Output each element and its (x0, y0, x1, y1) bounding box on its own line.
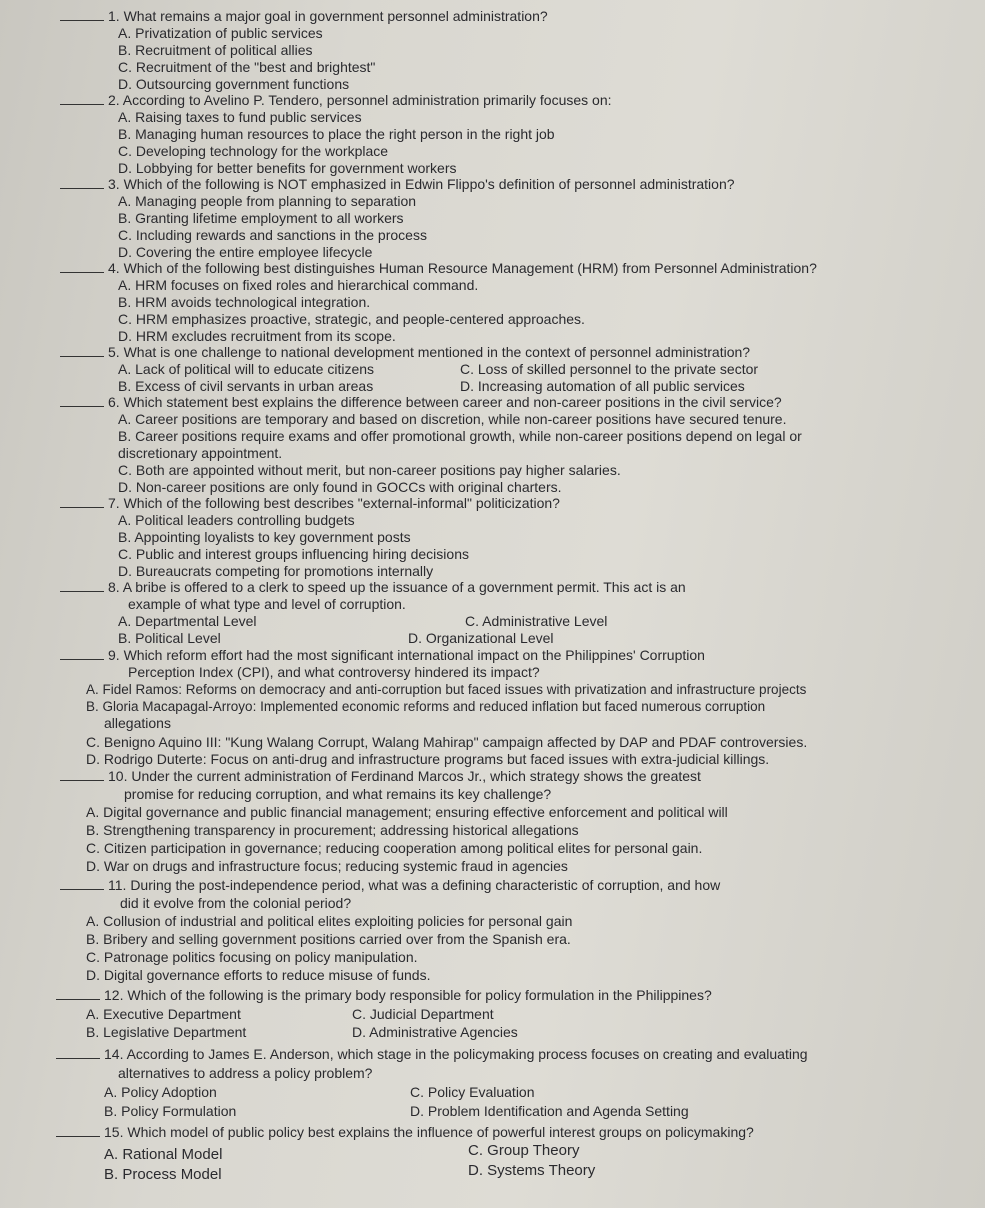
question-stem: 6. Which statement best explains the difference between career and non-career positions in the civil service? (108, 394, 782, 410)
answer-blank[interactable] (56, 1126, 100, 1137)
option: D. War on drugs and infrastructure focus; reducing systemic fraud in agencies (86, 858, 568, 874)
option: D. Organizational Level (408, 630, 554, 646)
option: C. Including rewards and sanctions in the process (118, 227, 427, 243)
question-9 (60, 647, 705, 664)
question-stem: 3. Which of the following is NOT emphasized in Edwin Flippo's definition of personnel administration? (108, 176, 735, 192)
answer-blank[interactable] (60, 396, 104, 407)
option: B. Strengthening transparency in procurement; addressing historical allegations (86, 822, 579, 838)
option: A. Managing people from planning to separation (118, 193, 417, 209)
option: A. Rational Model (104, 1146, 223, 1163)
option: A. Policy Adoption (104, 1084, 217, 1100)
option: C. Public and interest groups influencing hiring decisions (118, 546, 469, 562)
question-3 (60, 176, 735, 193)
answer-blank[interactable] (60, 346, 104, 357)
answer-blank[interactable] (60, 262, 104, 273)
answer-blank[interactable] (60, 10, 104, 21)
option: A. Political leaders controlling budgets (118, 512, 355, 528)
question-2 (60, 92, 612, 109)
question-stem: 4. Which of the following best distinguishes Human Resource Management (HRM) from Personnel Administration? (108, 260, 817, 276)
question-7 (60, 495, 560, 512)
question-stem-continuation: example of what type and level of corruption. (128, 596, 406, 612)
option: B. Policy Formulation (104, 1103, 237, 1119)
option: B. Excess of civil servants in urban areas (118, 378, 374, 394)
option: B. Granting lifetime employment to all workers (118, 210, 404, 226)
answer-blank[interactable] (60, 649, 104, 660)
question-stem: 8. A bribe is offered to a clerk to speed up the issuance of a government permit. This act is an (108, 579, 686, 595)
question-15 (56, 1124, 754, 1141)
option: C. Recruitment of the "best and brightest" (118, 59, 376, 75)
question-4 (60, 260, 817, 277)
option: A. Fidel Ramos: Reforms on democracy and anti-corruption but faced issues with privatization and infrastructure projects (86, 682, 807, 697)
question-12 (56, 987, 712, 1004)
option: D. Increasing automation of all public services (460, 378, 745, 394)
question-stem: 15. Which model of public policy best explains the influence of powerful interest groups on policymaking? (104, 1124, 754, 1140)
option: A. Career positions are temporary and based on discretion, while non-career positions have secured tenure. (118, 411, 787, 427)
question-8 (60, 579, 686, 596)
option: B. Process Model (104, 1166, 222, 1183)
option: D. Lobbying for better benefits for government workers (118, 160, 457, 176)
option: D. Non-career positions are only found in GOCCs with original charters. (118, 479, 562, 495)
option: C. Benigno Aquino III: "Kung Walang Corrupt, Walang Mahirap" campaign affected by DAP and PDAF controversies. (86, 734, 808, 750)
question-stem: 1. What remains a major goal in government personnel administration? (108, 8, 548, 24)
option: A. Lack of political will to educate citizens (118, 361, 375, 377)
question-11 (60, 877, 720, 894)
question-stem-continuation: promise for reducing corruption, and what remains its key challenge? (124, 786, 552, 802)
question-14 (56, 1046, 808, 1063)
option: C. Both are appointed without merit, but non-career positions pay higher salaries. (118, 462, 621, 478)
option: D. Bureaucrats competing for promotions internally (118, 563, 434, 579)
answer-blank[interactable] (56, 1048, 100, 1059)
option: D. Outsourcing government functions (118, 76, 350, 92)
option: D. Digital governance efforts to reduce misuse of funds. (86, 967, 431, 983)
answer-blank[interactable] (60, 178, 104, 189)
option: B. Legislative Department (86, 1024, 247, 1040)
answer-blank[interactable] (60, 497, 104, 508)
question-stem: 14. According to James E. Anderson, which stage in the policymaking process focuses on creating and evaluating (104, 1046, 808, 1062)
option: A. Privatization of public services (118, 25, 323, 41)
option: B. Gloria Macapagal-Arroyo: Implemented economic reforms and reduced inflation but faced numerous corruption (86, 699, 766, 714)
option: A. Departmental Level (118, 613, 257, 629)
question-stem: 10. Under the current administration of Ferdinand Marcos Jr., which strategy shows the greatest (108, 768, 701, 784)
option: B. Appointing loyalists to key government posts (118, 529, 411, 545)
question-stem: 5. What is one challenge to national development mentioned in the context of personnel administration? (108, 344, 751, 360)
option: B. Political Level (118, 630, 221, 646)
question-stem: 11. During the post-independence period, what was a defining characteristic of corruption, and how (108, 877, 721, 893)
question-stem: 9. Which reform effort had the most significant international impact on the Philippines' Corruption (108, 647, 705, 663)
question-stem-continuation: did it evolve from the colonial period? (120, 895, 352, 911)
option: D. Administrative Agencies (352, 1024, 518, 1040)
question-5 (60, 344, 750, 361)
option-continuation: allegations (104, 715, 171, 731)
option: B. Bribery and selling government positions carried over from the Spanish era. (86, 931, 571, 947)
answer-blank[interactable] (56, 989, 100, 1000)
option: C. Group Theory (468, 1142, 580, 1159)
question-1 (60, 8, 548, 25)
option: A. Collusion of industrial and political elites exploiting policies for personal gain (86, 913, 573, 929)
question-stem-continuation: Perception Index (CPI), and what controversy hindered its impact? (128, 664, 540, 680)
option: C. HRM emphasizes proactive, strategic, and people-centered approaches. (118, 311, 585, 327)
option: C. Developing technology for the workplace (118, 143, 389, 159)
question-stem: 12. Which of the following is the primary body responsible for policy formulation in the Philippines? (104, 987, 712, 1003)
question-6 (60, 394, 782, 411)
option: A. Digital governance and public financial management; ensuring effective enforcement and political will (86, 804, 728, 820)
option: B. Managing human resources to place the right person in the right job (118, 126, 555, 142)
answer-blank[interactable] (60, 770, 104, 781)
option: C. Loss of skilled personnel to the private sector (460, 361, 759, 377)
option: C. Judicial Department (352, 1006, 494, 1022)
answer-blank[interactable] (60, 879, 104, 890)
option: D. Rodrigo Duterte: Focus on anti-drug and infrastructure programs but faced issues with extra-judicial killings. (86, 751, 770, 767)
question-stem-continuation: alternatives to address a policy problem? (118, 1065, 373, 1081)
option-continuation: discretionary appointment. (118, 445, 283, 461)
option: B. Career positions require exams and offer promotional growth, while non-career positions depend on legal or (118, 428, 802, 444)
option: A. Executive Department (86, 1006, 241, 1022)
option: B. Recruitment of political allies (118, 42, 313, 58)
option: D. Problem Identification and Agenda Setting (410, 1103, 689, 1119)
answer-blank[interactable] (60, 94, 104, 105)
question-stem: 2. According to Avelino P. Tendero, personnel administration primarily focuses on: (108, 92, 612, 108)
question-stem: 7. Which of the following best describes "external-informal" politicization? (108, 495, 560, 511)
option: A. Raising taxes to fund public services (118, 109, 362, 125)
option: C. Policy Evaluation (410, 1084, 535, 1100)
option: D. Covering the entire employee lifecycle (118, 244, 373, 260)
option: D. HRM excludes recruitment from its scope. (118, 328, 396, 344)
question-10 (60, 768, 701, 785)
option: D. Systems Theory (468, 1162, 596, 1179)
option: C. Patronage politics focusing on policy manipulation. (86, 949, 418, 965)
option: A. HRM focuses on fixed roles and hierarchical command. (118, 277, 479, 293)
option: C. Administrative Level (465, 613, 608, 629)
option: C. Citizen participation in governance; reducing cooperation among political elites for personal gain. (86, 840, 703, 856)
option: B. HRM avoids technological integration. (118, 294, 371, 310)
answer-blank[interactable] (60, 581, 104, 592)
